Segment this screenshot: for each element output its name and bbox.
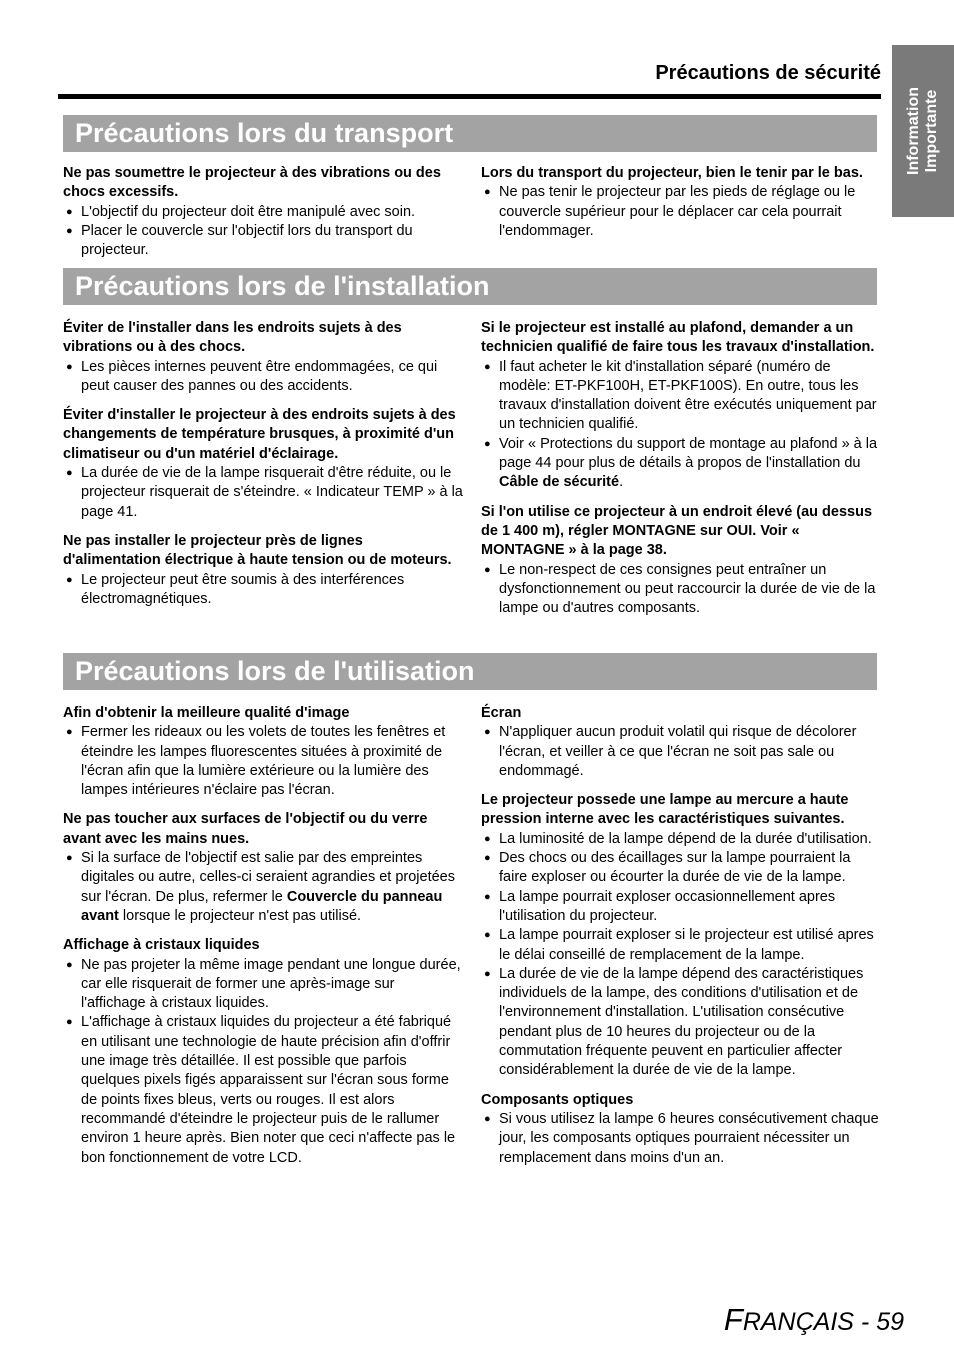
footer-separator: - (853, 1308, 877, 1336)
bullet-list (63, 956, 463, 1168)
list-item: ● La lampe pourrait exploser si le projecteur est utilisé apres le délai conseillé de remplacement de la lampe. (481, 926, 879, 965)
bullet-text: Voir « Protections du support de montage au plafond » à la page 44 pour plus de détails à propos de l'installation du (499, 435, 878, 472)
installation-left-block-1 (63, 319, 463, 396)
list-item: ● L'affichage à cristaux liquides du projecteur a été fabriqué en utilisant une technologie de haute précision afin d'offrir une image très détaillée. Il est possible que parfois quelques pixels figés apparaissent sur l'écran sous forme de points fixes bleus, verts ou rouges. Il est alors recommandé d'éteindre le projecteur puis de le rallumer environ 1 heure après. Bien noter que ceci n'affecte pas le bon fonctionnement de votre LCD. (63, 1013, 463, 1167)
bullet-list (481, 561, 879, 619)
transport-left-column (63, 164, 463, 270)
list-item: ● La lampe pourrait exploser occasionnellement apres l'utilisation du projecteur. (481, 888, 879, 927)
list-item: ● La luminosité de la lampe dépend de la durée d'utilisation. (481, 830, 879, 849)
bullet-list (481, 358, 879, 493)
section-title-transport: Précautions lors du transport (63, 115, 877, 152)
bullet-list (63, 723, 463, 800)
header-rule (58, 94, 881, 99)
list-item (63, 849, 463, 926)
list-item: ● Ne pas tenir le projecteur par les pieds de réglage ou le couvercle supérieur pour le déplacer car cela pourrait l'endommager. (481, 183, 879, 241)
block-lead: Ne pas soumettre le projecteur à des vibrations ou des chocs excessifs. (63, 165, 441, 201)
list-item: ● Ne pas projeter la même image pendant une longue durée, car elle risquerait de former une après-image sur l'affichage à cristaux liquides. (63, 956, 463, 1014)
block-lead: Éviter d'installer le projecteur à des endroits sujets à des changements de température brusques, à proximité d'un climatiseur ou d'un matériel d'éclairage. (63, 407, 456, 462)
bullet-list (63, 358, 463, 397)
bullet-text: lorsque le projecteur n'est pas utilisé. (118, 907, 362, 924)
bullet-list (481, 723, 879, 781)
bold-term: Couvercle du panneau avant (81, 888, 443, 924)
list-item: ● Les pièces internes peuvent être endommagées, ce qui peut causer des pannes ou des accidents. (63, 358, 463, 397)
list-item (481, 435, 879, 493)
block-lead: Le projecteur possede une lampe au mercure a haute pression interne avec les caractéristiques suivantes. (481, 792, 849, 828)
utilisation-right-block-1 (481, 704, 879, 781)
utilisation-right-block-3 (481, 1091, 879, 1168)
list-item: ● Placer le couvercle sur l'objectif lors du transport du projecteur. (63, 222, 463, 261)
block-lead: Ne pas toucher aux surfaces de l'objectif ou du verre avant avec les mains nues. (63, 811, 428, 847)
block-lead: Afin d'obtenir la meilleure qualité d'image (63, 705, 350, 721)
transport-right-column (481, 164, 879, 251)
bullet-list (481, 1110, 879, 1168)
bullet-list (63, 571, 463, 610)
block-lead: Éviter de l'installer dans les endroits sujets à des vibrations ou à des chocs. (63, 320, 402, 356)
installation-right-block-1 (481, 319, 879, 493)
page-number: 59 (876, 1308, 904, 1336)
list-item: ● Des chocs ou des écaillages sur la lampe pourraient la faire exploser ou écourter la durée de vie de la lampe. (481, 849, 879, 888)
footer-lang-cap: F (723, 1302, 743, 1337)
block-lead: Composants optiques (481, 1091, 634, 1108)
side-tab-label (905, 87, 941, 175)
section-title-installation: Précautions lors de l'installation (63, 268, 877, 305)
block-lead: Lors du transport du projecteur, bien le tenir par le bas. (481, 165, 863, 181)
bullet-text: . (619, 474, 624, 491)
list-item: ● Il faut acheter le kit d'installation séparé (numéro de modèle: ET-PKF100H, ET-PKF100S). En outre, tous les travaux d'installation doivent être exécutés uniquement par un technicien qualifié. (481, 358, 879, 435)
block-lead: Si le projecteur est installé au plafond, demander a un technicien qualifié de faire tous les travaux d'installation. (481, 320, 875, 356)
installation-right-column (481, 319, 879, 628)
block-lead: Si l'on utilise ce projecteur à un endroit élevé (au dessus de 1 400 m), régler MONTAGNE sur OUI. Voir « MONTAGNE » à la page 38. (481, 503, 873, 559)
transport-left-block (63, 164, 463, 260)
installation-left-block-2 (63, 406, 463, 522)
list-item: ● Le projecteur peut être soumis à des interférences électromagnétiques. (63, 571, 463, 610)
side-tab-line1: Information (905, 87, 922, 175)
bullet-list (63, 849, 463, 926)
transport-right-block (481, 164, 879, 241)
utilisation-left-block-1 (63, 704, 463, 800)
installation-left-column (63, 319, 463, 619)
side-tab-line2: Importante (923, 89, 940, 173)
list-item: ● La durée de vie de la lampe risquerait d'être réduite, ou le projecteur risquerait de s'éteindre. « Indicateur TEMP » à la page 41. (63, 464, 463, 522)
bullet-list (63, 464, 463, 522)
bold-term: Câble de sécurité (499, 474, 620, 491)
section-title-utilisation: Précautions lors de l'utilisation (63, 653, 877, 690)
block-lead: Affichage à cristaux liquides (63, 937, 260, 954)
installation-right-block-2 (481, 503, 879, 619)
block-lead: Ne pas installer le projecteur près de lignes d'alimentation électrique à haute tension ou de moteurs. (63, 532, 452, 569)
utilisation-left-block-2 (63, 810, 463, 926)
utilisation-left-block-3 (63, 936, 463, 1168)
list-item: ● L'objectif du projecteur doit être manipulé avec soin. (63, 203, 463, 222)
footer-lang-rest: RANÇAIS (742, 1308, 854, 1336)
side-tab (892, 45, 954, 217)
bullet-list (63, 203, 463, 261)
list-item: ● Fermer les rideaux ou les volets de toutes les fenêtres et éteindre les lampes fluorescentes situées à proximité de l'écran afin que la lumière extérieure ou la lumière des lampes intérieures n'éclaire pas l'écran. (63, 723, 463, 800)
list-item: ● La durée de vie de la lampe dépend des caractéristiques individuels de la lampe, des conditions d'utilisation et de l'environnement d'installation. L'utilisation consécutive pendant plus de 10 heures du projecteur ou de la commutation fréquente peuvent en particulier affecter considérablement la durée de vie de la lampe. (481, 965, 879, 1081)
bullet-list (481, 830, 879, 1081)
bullet-text: Si la surface de l'objectif est salie par des empreintes digitales ou autre, celles-ci seraient agrandies et projetées sur l'écran. De plus, refermer le (81, 850, 455, 905)
page-footer (724, 1302, 904, 1338)
utilisation-left-column (63, 704, 463, 1178)
list-item: ● N'appliquer aucun produit volatil qui risque de décolorer l'écran, et veiller à ce que l'écran ne soit pas sale ou endommagé. (481, 723, 879, 781)
list-item: ● Le non-respect de ces consignes peut entraîner un dysfonctionnement ou peut raccourcir la durée de vie de la lampe ou d'autres composants. (481, 561, 879, 619)
installation-left-block-3 (63, 532, 463, 609)
utilisation-right-block-2 (481, 791, 879, 1080)
block-lead: Écran (481, 705, 522, 721)
bullet-list (481, 183, 879, 241)
list-item: ● Si vous utilisez la lampe 6 heures consécutivement chaque jour, les composants optiques pourraient nécessiter un remplacement dans moins d'un an. (481, 1110, 879, 1168)
page-header-title: Précautions de sécurité (655, 62, 881, 84)
utilisation-right-column (481, 704, 879, 1178)
